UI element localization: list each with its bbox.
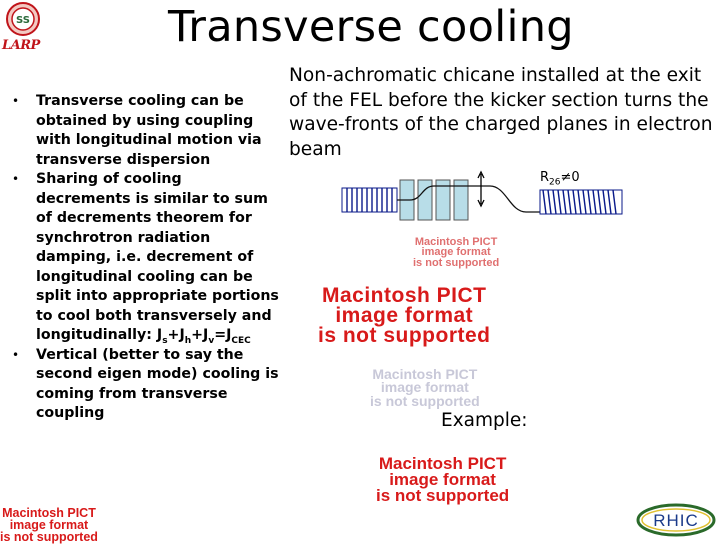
bullet-item bbox=[12, 170, 280, 346]
example-label: Example: bbox=[441, 410, 528, 431]
pict-placeholder: Macintosh PICT image format is not supported bbox=[318, 284, 491, 347]
bullet-marker: • bbox=[12, 347, 20, 362]
double-arrow-icon bbox=[478, 172, 484, 206]
pict-placeholder: Macintosh PICT image format is not supported bbox=[376, 454, 510, 506]
beam-block-right bbox=[540, 190, 622, 214]
bullet-list bbox=[12, 92, 280, 424]
formula: $J_s+J_h+J_v=J_{CEC}$ bbox=[156, 327, 251, 346]
bullet-text: Vertical (better to say the second eigen mode) cooling is coming from transverse coupling bbox=[36, 346, 279, 421]
pict-placeholder: Macintosh PICT image format is not supported bbox=[370, 366, 480, 409]
bullet-marker: • bbox=[12, 94, 20, 108]
chicane-description: Non-achromatic chicane installed at the exit of the FEL before the kicker section turns the wave-fronts of the charged planes in electron beam bbox=[289, 65, 713, 160]
pict-placeholder: Macintosh PICT image format is not supported bbox=[0, 506, 98, 544]
bullet-marker: • bbox=[12, 172, 20, 186]
beam-block-left bbox=[342, 188, 397, 212]
larp-logo-text: LARP bbox=[2, 38, 40, 53]
larp-logo bbox=[0, 2, 46, 58]
bullet-text: Transverse cooling can be obtained by using coupling with longitudinal motion via transverse dispersion bbox=[36, 93, 262, 168]
svg-text:SS: SS bbox=[16, 15, 30, 26]
rhic-logo-text: RHIC bbox=[653, 511, 699, 530]
r26-label: $R_{26}\ne 0$ bbox=[540, 170, 580, 188]
page-title: Transverse cooling bbox=[168, 2, 574, 52]
bullet-item bbox=[12, 346, 280, 424]
bullet-item bbox=[12, 92, 280, 170]
chicane-diagram bbox=[340, 168, 630, 224]
bullet-text: Sharing of cooling decrements is similar to sum of decrements theorem for synchrotron radiation damping, i.e. decrement of longitudinal cooling can be split into appropriate portions to cool both transversely and longitudinally: bbox=[36, 171, 279, 343]
rhic-logo bbox=[636, 503, 716, 537]
larp-seal-icon bbox=[6, 2, 40, 36]
pict-placeholder: Macintosh PICT image format is not supported bbox=[413, 236, 500, 269]
